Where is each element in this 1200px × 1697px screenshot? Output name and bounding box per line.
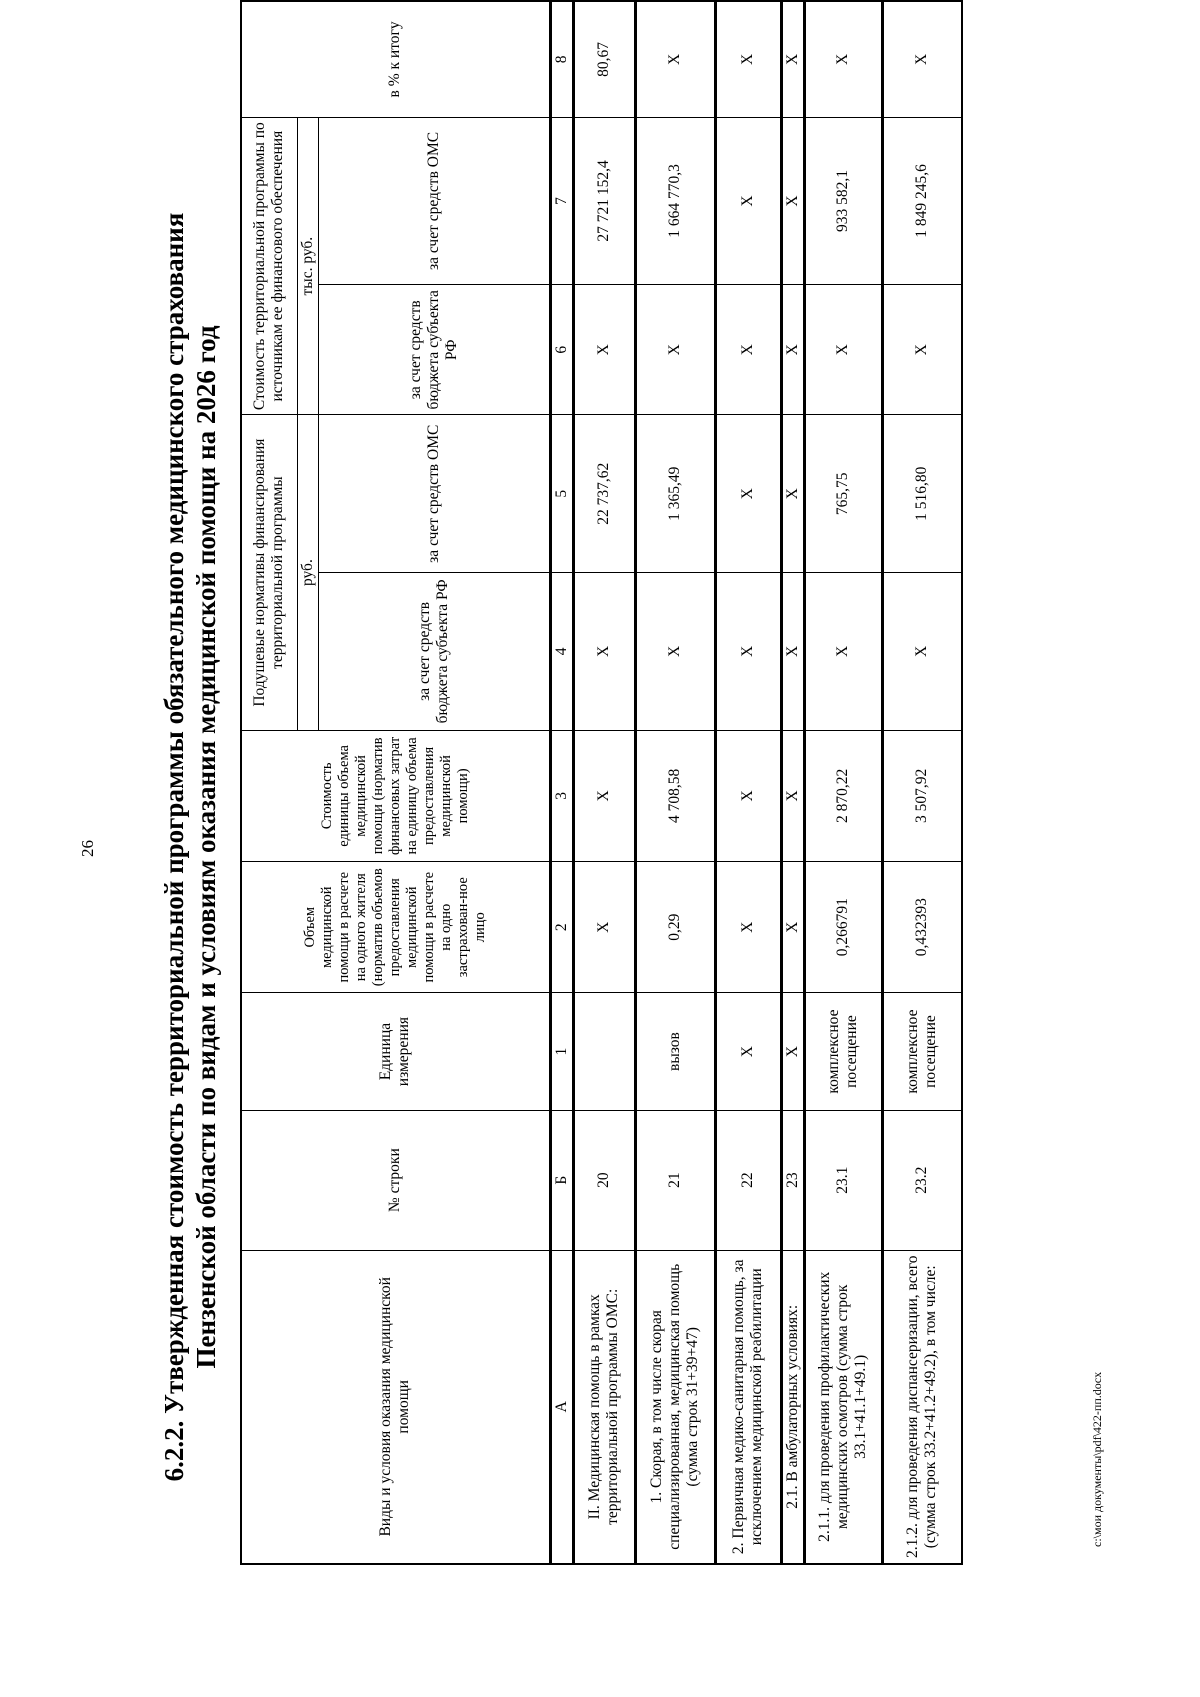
column-number: 2 (550, 862, 573, 993)
title-line-2: Пензенской области по видам и условиям оказания медицинской помощи на 2026 год (191, 325, 221, 1369)
column-number: 6 (550, 285, 573, 415)
row-per-capita-budget: X (804, 573, 882, 731)
row-cost-oms: X (715, 117, 781, 284)
header-percent: в % к итогу (241, 1, 550, 117)
row-unit: X (715, 993, 781, 1110)
row-percent: 80,67 (573, 1, 635, 117)
title-line-1: 6.2.2. Утвержденная стоимость территориальной программы обязательного медицинского страхования (159, 212, 189, 1482)
table-row (635, 1, 715, 1564)
row-per-capita-oms: X (715, 415, 781, 573)
header-cost-program: Стоимость территориальной программы по источникам ее финансового обеспечения (241, 117, 297, 415)
table-row (573, 1, 635, 1564)
row-percent: X (715, 1, 781, 117)
row-unit (573, 993, 635, 1110)
row-per-capita-budget: X (715, 573, 781, 731)
cost-table (240, 0, 963, 1565)
row-unit: комплексное посещение (882, 993, 962, 1110)
header-kind: Виды и условия оказания медицинской помощи (241, 1250, 550, 1564)
row-percent: X (882, 1, 962, 117)
row-no: 20 (573, 1110, 635, 1250)
column-number: 4 (550, 573, 573, 731)
row-volume: 0,432393 (882, 862, 962, 993)
header-cost-budget: за счет средств бюджета субъекта РФ (318, 285, 550, 415)
table-row (781, 1, 804, 1564)
row-percent: X (804, 1, 882, 117)
footer-file-path: c:\мои документы\pdf\422-пп.docx (1090, 1371, 1104, 1547)
table-row (804, 1, 882, 1564)
row-cost-unit: 4 708,58 (635, 730, 715, 861)
table-row (715, 1, 781, 1564)
row-per-capita-oms: X (781, 415, 804, 573)
row-cost-budget: X (715, 285, 781, 415)
row-per-capita-budget: X (635, 573, 715, 731)
row-cost-oms: 1 664 770,3 (635, 117, 715, 284)
header-volume: Объем медицинской помощи в расчете на одного жителя (норматив объемов предоставления медицинской помощи в расчете на одно застрахован-ное лицо (241, 862, 550, 993)
row-kind: 2.1.1. для проведения профилактических медицинских осмотров (сумма строк 33.1+41.1+49.1) (804, 1250, 882, 1564)
column-number: 7 (550, 117, 573, 284)
row-volume: X (781, 862, 804, 993)
document-title (158, 117, 222, 1577)
row-cost-oms: 1 849 245,6 (882, 117, 962, 284)
row-kind: 2. Первичная медико-санитарная помощь, за исключением медицинской реабилитации (715, 1250, 781, 1564)
header-per-capita-budget: за счет средств бюджета субъекта РФ (318, 573, 550, 731)
row-cost-oms: X (781, 117, 804, 284)
header-per-capita: Подушевые нормативы финансирования территориальной программы (241, 415, 297, 730)
row-cost-unit: X (715, 730, 781, 861)
row-cost-unit: X (573, 730, 635, 861)
table-row (882, 1, 962, 1564)
row-percent: X (781, 1, 804, 117)
row-per-capita-budget: X (573, 573, 635, 731)
column-number: Б (550, 1110, 573, 1250)
row-cost-oms: 933 582,1 (804, 117, 882, 284)
row-no: 21 (635, 1110, 715, 1250)
row-cost-budget: X (781, 285, 804, 415)
row-no: 22 (715, 1110, 781, 1250)
column-number: 3 (550, 730, 573, 861)
cost-table-wrapper (240, 0, 963, 1565)
row-cost-unit: 3 507,92 (882, 730, 962, 861)
row-per-capita-oms: 1 365,49 (635, 415, 715, 573)
row-no: 23.1 (804, 1110, 882, 1250)
row-volume: 0,29 (635, 862, 715, 993)
row-unit: вызов (635, 993, 715, 1110)
row-cost-budget: X (882, 285, 962, 415)
header-cost-oms: за счет средств ОМС (318, 117, 550, 284)
row-volume: 0,266791 (804, 862, 882, 993)
row-cost-budget: X (573, 285, 635, 415)
row-unit: X (781, 993, 804, 1110)
header-per-capita-oms: за счет средств ОМС (318, 415, 550, 573)
header-cost-unit: Стоимость единицы объема медицинской помощи (норматив финансовых затрат на единицу объема предоставления медицинской помощи) (241, 730, 550, 861)
column-number: 1 (550, 993, 573, 1110)
row-cost-budget: X (635, 285, 715, 415)
column-number: А (550, 1250, 573, 1564)
row-volume: X (715, 862, 781, 993)
row-per-capita-oms: 765,75 (804, 415, 882, 573)
row-cost-unit: 2 870,22 (804, 730, 882, 861)
row-percent: X (635, 1, 715, 117)
row-cost-unit: X (781, 730, 804, 861)
row-cost-budget: X (804, 285, 882, 415)
row-unit: комплексное посещение (804, 993, 882, 1110)
row-per-capita-oms: 22 737,62 (573, 415, 635, 573)
column-numbers-row (550, 1, 573, 1564)
header-cost-program-unit: тыс. руб. (297, 117, 318, 415)
row-cost-oms: 27 721 152,4 (573, 117, 635, 284)
row-per-capita-oms: 1 516,80 (882, 415, 962, 573)
header-row-no: № строки (241, 1110, 550, 1250)
row-kind: 2.1. В амбулаторных условиях: (781, 1250, 804, 1564)
row-kind: 1. Скорая, в том числе скорая специализированная, медицинская помощь (сумма строк 31+39+47) (635, 1250, 715, 1564)
column-number: 5 (550, 415, 573, 573)
row-per-capita-budget: X (882, 573, 962, 731)
row-volume: X (573, 862, 635, 993)
row-per-capita-budget: X (781, 573, 804, 731)
header-per-capita-unit: руб. (297, 415, 318, 730)
row-kind: 2.1.2. для проведения диспансеризации, всего (сумма строк 33.2+41.2+49.2), в том числе: (882, 1250, 962, 1564)
page-number: 26 (78, 840, 97, 857)
column-number: 8 (550, 1, 573, 117)
row-no: 23 (781, 1110, 804, 1250)
header-unit: Единица измерения (241, 993, 550, 1110)
row-no: 23.2 (882, 1110, 962, 1250)
row-kind: II. Медицинская помощь в рамках территориальной программы ОМС: (573, 1250, 635, 1564)
